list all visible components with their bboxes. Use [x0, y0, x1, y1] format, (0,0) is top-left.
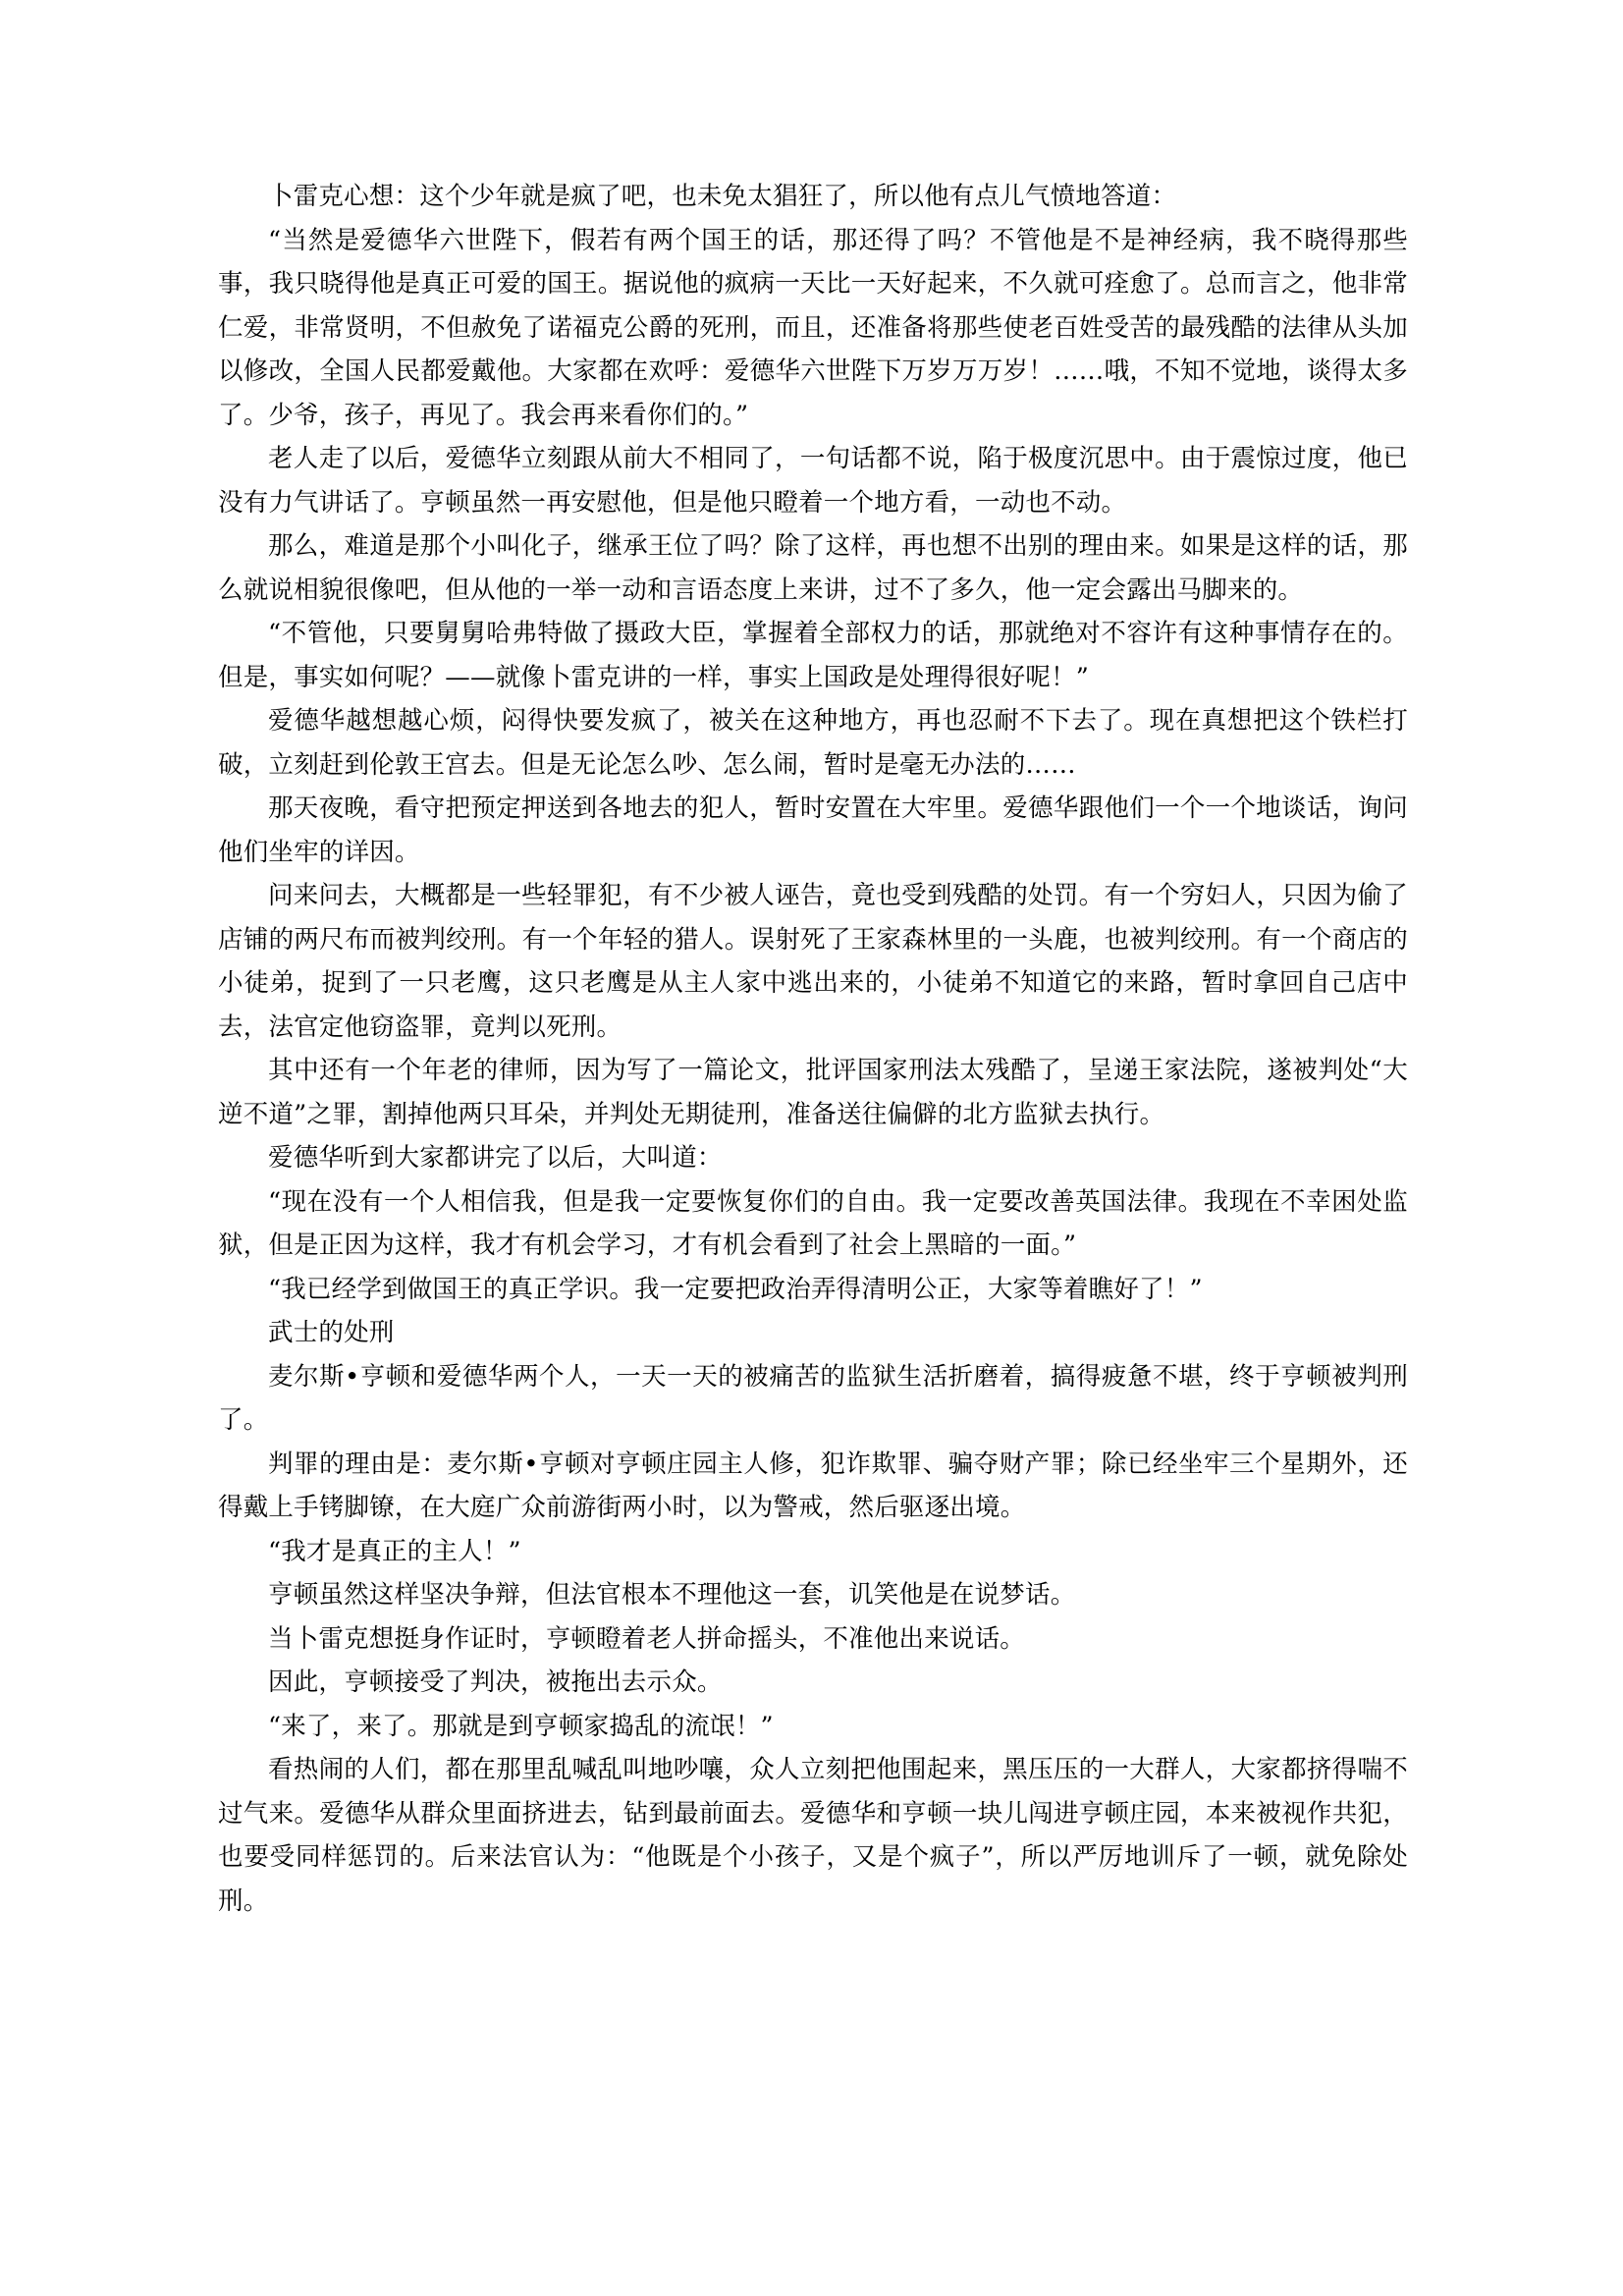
paragraph: 其中还有一个年老的律师，因为写了一篇论文，批评国家刑法太残酷了，呈递王家法院，遂被判处“大逆不道”之罪，割掉他两只耳朵，并判处无期徒刑，准备送往偏僻的北方监狱去执行。: [218, 1056, 1408, 1129]
paragraph: 那么，难道是那个小叫化子，继承王位了吗？除了这样，再也想不出别的理由来。如果是这样的话，那么就说相貌很像吧，但从他的一举一动和言语态度上来讲，过不了多久，他一定会露出马脚来的。: [218, 531, 1408, 605]
paragraph: 那天夜晚，看守把预定押送到各地去的犯人，暂时安置在大牢里。爱德华跟他们一个一个地谈话，询问他们坐牢的详因。: [218, 793, 1408, 867]
paragraph: “当然是爱德华六世陛下，假若有两个国王的话，那还得了吗？不管他是不是神经病，我不晓得那些事，我只晓得他是真正可爱的国王。据说他的疯病一天比一天好起来，不久就可痊愈了。总而言之，他非常仁爱，非常贤明，不但赦免了诺福克公爵的死刑，而且，还准备将那些使老百姓受苦的最残酷的法律从头加以修改，全国人民都爱戴他。大家都在欢呼：爱德华六世陛下万岁万万岁！……哦，不知不觉地，谈得太多了。少爷，孩子，再见了。我会再来看你们的。”: [218, 225, 1408, 430]
paragraph: 爱德华越想越心烦，闷得快要发疯了，被关在这种地方，再也忍耐不下去了。现在真想把这个铁栏打破，立刻赶到伦敦王宫去。但是无论怎么吵、怎么闹，暂时是毫无办法的……: [218, 706, 1408, 780]
paragraph: 老人走了以后，爱德华立刻跟从前大不相同了，一句话都不说，陷于极度沉思中。由于震惊过度，他已没有力气讲话了。亨顿虽然一再安慰他，但是他只瞪着一个地方看，一动也不动。: [218, 444, 1408, 518]
paragraph: “我才是真正的主人！”: [268, 1536, 521, 1566]
paragraph: “不管他，只要舅舅哈弗特做了摄政大臣，掌握着全部权力的话，那就绝对不容许有这种事情存在的。但是，事实如何呢？——就像卜雷克讲的一样，事实上国政是处理得很好呢！”: [218, 619, 1408, 692]
paragraph: “我已经学到做国王的真正学识。我一定要把政治弄得清明公正，大家等着瞧好了！”: [268, 1274, 1203, 1304]
section-heading: 武士的处刑: [268, 1318, 395, 1347]
paragraph: 看热闹的人们，都在那里乱喊乱叫地吵嚷，众人立刻把他围起来，黑压压的一大群人，大家都挤得喘不过气来。爱德华从群众里面挤进去，钻到最前面去。爱德华和亨顿一块儿闯进亨顿庄园，本来被视作共犯，也要受同样惩罚的。后来法官认为：“他既是个小孩子，又是个疯子”，所以严厉地训斥了一顿，就免除处刑。: [218, 1755, 1408, 1916]
paragraph: 亨顿虽然这样坚决争辩，但法官根本不理他这一套，讥笑他是在说梦话。: [268, 1580, 1076, 1610]
paragraph: “来了，来了。那就是到亨顿家捣乱的流氓！”: [268, 1711, 774, 1741]
paragraph: 麦尔斯•亨顿和爱德华两个人，一天一天的被痛苦的监狱生活折磨着，搞得疲惫不堪，终于亨顿被判刑了。: [218, 1361, 1408, 1435]
paragraph: “现在没有一个人相信我，但是我一定要恢复你们的自由。我一定要改善英国法律。我现在不幸困处监狱，但是正因为这样，我才有机会学习，才有机会看到了社会上黑暗的一面。”: [218, 1186, 1408, 1260]
paragraph: 卜雷克心想：这个少年就是疯了吧，也未免太猖狂了，所以他有点儿气愤地答道：: [268, 182, 1177, 211]
paragraph: 爱德华听到大家都讲完了以后，大叫道：: [268, 1143, 723, 1173]
paragraph: 当卜雷克想挺身作证时，亨顿瞪着老人拼命摇头，不准他出来说话。: [268, 1623, 1026, 1654]
paragraph: 判罪的理由是：麦尔斯•亨顿对亨顿庄园主人修，犯诈欺罪、骗夺财产罪；除已经坐牢三个星期外，还得戴上手铐脚镣，在大庭广众前游街两小时，以为警戒，然后驱逐出境。: [218, 1449, 1408, 1522]
paragraph: 因此，亨顿接受了判决，被拖出去示众。: [268, 1667, 723, 1697]
body-text-column: [218, 175, 1408, 1923]
paragraph: 问来问去，大概都是一些轻罪犯，有不少被人诬告，竟也受到残酷的处罚。有一个穷妇人，只因为偷了店铺的两尺布而被判绞刑。有一个年轻的猎人。误射死了王家森林里的一头鹿，也被判绞刑。有一个商店的小徒弟，捉到了一只老鹰，这只老鹰是从主人家中逃出来的，小徒弟不知道它的来路，暂时拿回自己店中去，法官定他窃盗罪，竟判以死刑。: [218, 881, 1408, 1042]
